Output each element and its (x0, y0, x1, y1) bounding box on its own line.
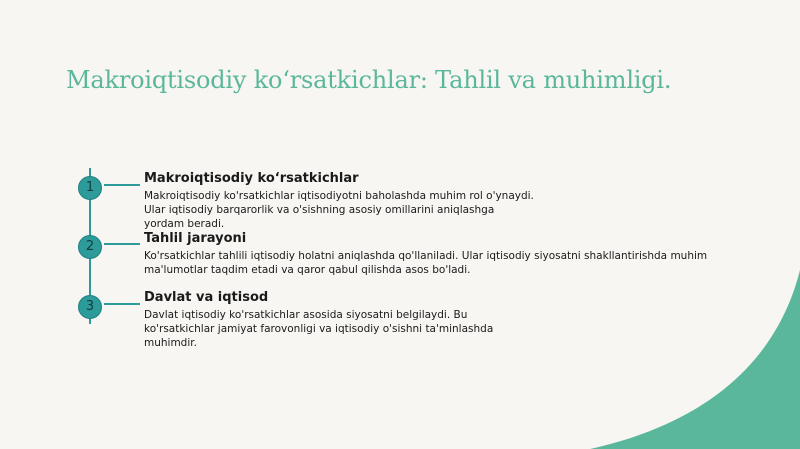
item-title-2: Tahlil jarayoni (144, 231, 247, 246)
item-1-line-1: Makroiqtisodiy ko'rsatkichlar iqtisodiyotni baholashda muhim rol o'ynaydi. (144, 190, 534, 202)
item-title-3: Davlat va iqtisod (144, 290, 269, 305)
item-1-line-2: Ular iqtisodiy barqarorlik va o'sishning asosiy omillarini aniqlashga (144, 204, 495, 216)
step-connector-1 (104, 184, 140, 186)
step-connector-2 (104, 243, 140, 245)
step-badge-2: 2 (78, 235, 102, 259)
timeline-item-3 (144, 290, 493, 350)
item-text-2 (144, 249, 707, 277)
step-connector-3 (104, 303, 140, 305)
item-3-line-3: muhimdir. (144, 337, 197, 349)
item-2-line-1: Ko'rsatkichlar tahlili iqtisodiy holatni aniqlashda qo'llaniladi. Ular iqtisodiy siyosatni shakllantirishda muhim (144, 250, 708, 262)
item-title-1: Makroiqtisodiy ko‘rsatkichlar (144, 171, 359, 186)
timeline-item-2 (144, 231, 707, 277)
item-2-line-2: ma'lumotlar taqdim etadi va qaror qabul qilishda asos bo'ladi. (144, 264, 471, 276)
item-3-line-2: ko'rsatkichlar jamiyat farovonligi va iqtisodiy o'sishni ta'minlashda (144, 323, 494, 335)
item-1-line-3: yordam beradi. (144, 218, 225, 230)
slide-title: Makroiqtisodiy ko‘rsatkichlar: Tahlil va muhimligi. (66, 66, 672, 94)
timeline-item-1 (144, 171, 534, 231)
step-badge-1: 1 (78, 176, 102, 200)
item-text-1 (144, 189, 534, 231)
step-badge-3: 3 (78, 295, 102, 319)
item-3-line-1: Davlat iqtisodiy ko'rsatkichlar asosida siyosatni belgilaydi. Bu (144, 309, 468, 321)
item-text-3 (144, 308, 493, 350)
